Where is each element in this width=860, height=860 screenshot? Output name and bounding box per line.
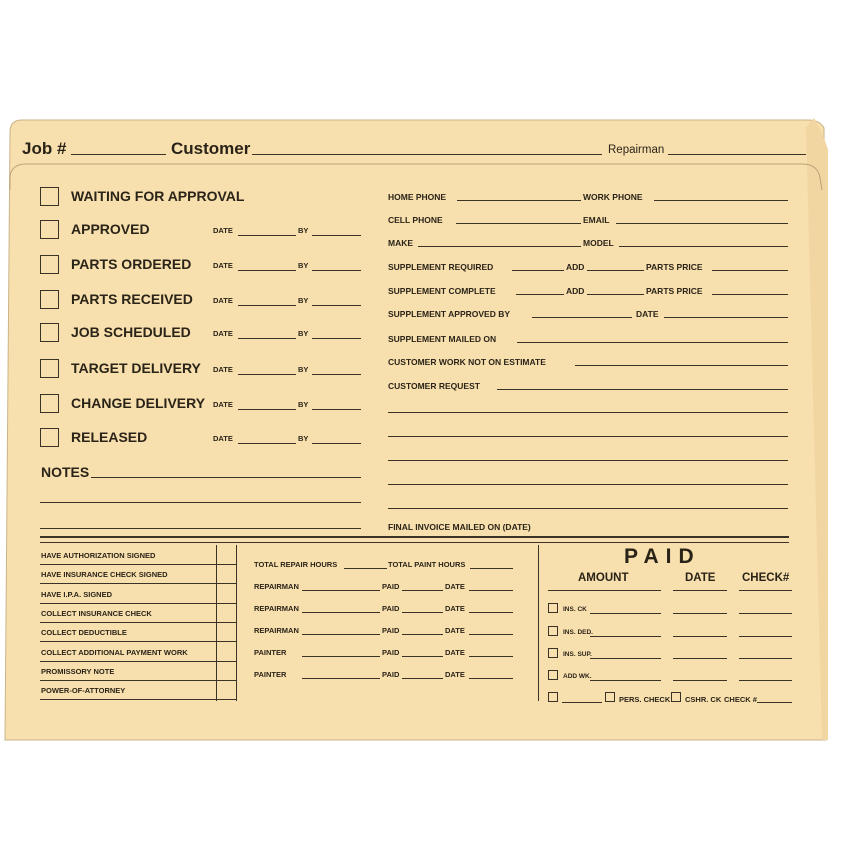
labor-date-label: DATE <box>445 582 465 591</box>
add-line[interactable] <box>587 270 644 271</box>
total-repair-hours-label: TOTAL REPAIR HOURS <box>254 560 338 569</box>
labor-paid-line[interactable] <box>402 656 443 657</box>
customer-request-line[interactable] <box>388 436 788 437</box>
checklist-row-line[interactable] <box>40 680 236 681</box>
status-by-label: BY <box>298 261 309 270</box>
paid-row-checkbox[interactable] <box>548 670 558 680</box>
paid-title: PAID <box>624 545 701 568</box>
supplement-approved-label: SUPPLEMENT APPROVED BY <box>388 309 511 319</box>
date-header-line <box>673 590 727 591</box>
status-date-line[interactable] <box>238 235 296 236</box>
labor-paid-label: PAID <box>382 604 400 613</box>
other-payment-line[interactable] <box>562 702 602 703</box>
section-divider <box>40 536 789 538</box>
model-label: MODEL <box>583 238 614 248</box>
paid-row-checkbox[interactable] <box>548 648 558 658</box>
check-number-line[interactable] <box>757 702 792 703</box>
paid-check-line[interactable] <box>739 613 792 614</box>
notes-line[interactable] <box>91 477 361 478</box>
cshr-ck-label: CSHR. CK <box>685 695 722 704</box>
work-phone-label: WORK PHONE <box>583 192 643 202</box>
checklist-item: COLLECT INSURANCE CHECK <box>41 608 152 618</box>
parts-price-label: PARTS PRICE <box>646 286 703 296</box>
section-divider <box>40 542 789 543</box>
labor-date-label: DATE <box>445 648 465 657</box>
labor-role-label: REPAIRMAN <box>254 626 299 635</box>
repairman-label: Repairman <box>608 144 665 156</box>
status-by-line[interactable] <box>312 235 361 236</box>
customer-request-line[interactable] <box>388 508 788 509</box>
status-date-line[interactable] <box>238 338 296 339</box>
status-checkbox[interactable] <box>40 290 59 309</box>
make-line[interactable] <box>418 246 581 247</box>
status-date-label: DATE <box>213 261 233 270</box>
status-label: APPROVED <box>71 221 150 237</box>
status-date-label: DATE <box>213 400 233 409</box>
supplement-complete-label: SUPPLEMENT COMPLETE <box>388 286 496 296</box>
cell-phone-line[interactable] <box>456 223 581 224</box>
work-not-on-estimate-line[interactable] <box>575 365 788 366</box>
customer-line[interactable] <box>252 154 602 155</box>
add-label: ADD <box>566 262 585 272</box>
checklist-item: POWER-OF-ATTORNEY <box>41 686 126 696</box>
checklist-divider <box>216 545 217 701</box>
checklist-row-line[interactable] <box>40 583 236 584</box>
paid-amount-line[interactable] <box>590 680 661 681</box>
check-header: CHECK# <box>742 572 790 584</box>
paid-row-checkbox[interactable] <box>548 603 558 613</box>
labor-paid-label: PAID <box>382 582 400 591</box>
labor-role-label: PAINTER <box>254 648 287 657</box>
labor-date-line[interactable] <box>469 656 513 657</box>
status-date-label: DATE <box>213 226 233 235</box>
home-phone-line[interactable] <box>457 200 581 201</box>
status-by-label: BY <box>298 434 309 443</box>
paid-check-line[interactable] <box>739 680 792 681</box>
paid-date-line[interactable] <box>673 680 727 681</box>
status-date-line[interactable] <box>238 374 296 375</box>
labor-role-label: REPAIRMAN <box>254 582 299 591</box>
supplement-mailed-label: SUPPLEMENT MAILED ON <box>388 334 497 344</box>
status-date-label: DATE <box>213 434 233 443</box>
labor-paid-line[interactable] <box>402 634 443 635</box>
paid-row-label: INS. DED. <box>563 629 593 636</box>
status-by-line[interactable] <box>312 409 361 410</box>
labor-name-line[interactable] <box>302 634 380 635</box>
other-payment-checkbox[interactable] <box>548 692 558 702</box>
status-label: CHANGE DELIVERY <box>71 395 206 411</box>
labor-name-line[interactable] <box>302 656 380 657</box>
cshr-ck-checkbox[interactable] <box>671 692 681 702</box>
status-date-label: DATE <box>213 296 233 305</box>
paid-check-line[interactable] <box>739 636 792 637</box>
status-checkbox[interactable] <box>40 428 59 447</box>
email-label: EMAIL <box>583 215 610 225</box>
paid-row-checkbox[interactable] <box>548 626 558 636</box>
labor-date-label: DATE <box>445 626 465 635</box>
status-checkbox[interactable] <box>40 323 59 342</box>
paid-date-line[interactable] <box>673 636 727 637</box>
parts-price-line[interactable] <box>712 270 788 271</box>
customer-request-line[interactable] <box>388 460 788 461</box>
total-paint-hours-line[interactable] <box>470 568 513 569</box>
status-by-line[interactable] <box>312 443 361 444</box>
status-checkbox[interactable] <box>40 220 59 239</box>
status-checkbox[interactable] <box>40 255 59 274</box>
date-line[interactable] <box>664 317 788 318</box>
paid-divider <box>538 545 539 701</box>
labor-date-label: DATE <box>445 604 465 613</box>
supplement-approved-line[interactable] <box>532 317 632 318</box>
status-checkbox[interactable] <box>40 187 59 206</box>
status-by-label: BY <box>298 400 309 409</box>
home-phone-label: HOME PHONE <box>388 192 447 202</box>
pers-check-checkbox[interactable] <box>605 692 615 702</box>
status-label: RELEASED <box>71 429 148 445</box>
paid-amount-line[interactable] <box>590 636 661 637</box>
model-line[interactable] <box>619 246 788 247</box>
checklist-item: HAVE I.P.A. SIGNED <box>41 589 112 599</box>
check-number-label: CHECK # <box>724 695 757 704</box>
status-by-line[interactable] <box>312 338 361 339</box>
status-date-line[interactable] <box>238 443 296 444</box>
notes-line[interactable] <box>40 528 361 529</box>
paid-check-line[interactable] <box>739 658 792 659</box>
notes-line[interactable] <box>40 502 361 503</box>
labor-name-line[interactable] <box>302 612 380 613</box>
labor-date-line[interactable] <box>469 678 513 679</box>
labor-paid-line[interactable] <box>402 612 443 613</box>
status-by-line[interactable] <box>312 270 361 271</box>
checklist-row-line[interactable] <box>40 661 236 662</box>
check-header-line <box>739 590 792 591</box>
labor-name-line[interactable] <box>302 678 380 679</box>
status-checkbox[interactable] <box>40 359 59 378</box>
paid-row-label: INS. SUP. <box>563 651 592 658</box>
status-label: TARGET DELIVERY <box>71 360 201 376</box>
parts-price-line[interactable] <box>712 294 788 295</box>
labor-date-line[interactable] <box>469 634 513 635</box>
checklist-item: COLLECT ADDITIONAL PAYMENT WORK <box>41 647 188 657</box>
supplement-mailed-line[interactable] <box>517 342 788 343</box>
checklist-item: PROMISSORY NOTE <box>41 666 115 676</box>
email-line[interactable] <box>616 223 788 224</box>
checklist-row-line[interactable] <box>40 564 236 565</box>
paid-amount-line[interactable] <box>590 658 661 659</box>
paid-row-label: ADD WK. <box>563 673 592 680</box>
amount-header-line <box>548 590 661 591</box>
checklist-divider <box>236 545 237 701</box>
pers-check-label: PERS. CHECK <box>619 695 671 704</box>
status-by-line[interactable] <box>312 305 361 306</box>
total-repair-hours-line[interactable] <box>344 568 387 569</box>
labor-paid-line[interactable] <box>402 590 443 591</box>
paid-date-line[interactable] <box>673 658 727 659</box>
status-by-line[interactable] <box>312 374 361 375</box>
labor-role-label: REPAIRMAN <box>254 604 299 613</box>
status-date-line[interactable] <box>238 409 296 410</box>
checklist-row-line[interactable] <box>40 641 236 642</box>
status-checkbox[interactable] <box>40 394 59 413</box>
checklist-item: COLLECT DEDUCTIBLE <box>41 628 127 638</box>
date-header: DATE <box>685 572 716 584</box>
status-by-label: BY <box>298 226 309 235</box>
checklist-row-line[interactable] <box>40 622 236 623</box>
customer-request-label: CUSTOMER REQUEST <box>388 381 480 391</box>
checklist-row-line[interactable] <box>40 603 236 604</box>
work-not-on-estimate-label: CUSTOMER WORK NOT ON ESTIMATE <box>388 357 546 367</box>
labor-date-label: DATE <box>445 670 465 679</box>
add-line[interactable] <box>587 294 644 295</box>
status-label: WAITING FOR APPROVAL <box>71 188 245 204</box>
labor-paid-label: PAID <box>382 626 400 635</box>
paid-row-label: INS. CK <box>563 606 587 613</box>
make-label: MAKE <box>388 238 414 248</box>
labor-name-line[interactable] <box>302 590 380 591</box>
status-label: PARTS ORDERED <box>71 256 192 272</box>
date-label: DATE <box>636 309 659 319</box>
notes-label: NOTES <box>41 464 90 480</box>
supplement-required-label: SUPPLEMENT REQUIRED <box>388 262 494 272</box>
status-label: JOB SCHEDULED <box>71 324 191 340</box>
customer-request-line[interactable] <box>388 412 788 413</box>
parts-price-label: PARTS PRICE <box>646 262 703 272</box>
status-date-line[interactable] <box>238 270 296 271</box>
work-phone-line[interactable] <box>654 200 788 201</box>
labor-paid-line[interactable] <box>402 678 443 679</box>
status-date-label: DATE <box>213 329 233 338</box>
labor-date-line[interactable] <box>469 612 513 613</box>
paid-amount-line[interactable] <box>590 613 661 614</box>
labor-date-line[interactable] <box>469 590 513 591</box>
customer-request-line[interactable] <box>388 484 788 485</box>
repairman-line[interactable] <box>668 154 806 155</box>
checklist-row-line[interactable] <box>40 699 236 700</box>
job-number-line[interactable] <box>71 154 166 155</box>
status-by-label: BY <box>298 365 309 374</box>
amount-header: AMOUNT <box>578 572 629 584</box>
status-date-line[interactable] <box>238 305 296 306</box>
checklist-item: HAVE INSURANCE CHECK SIGNED <box>41 570 168 580</box>
labor-paid-label: PAID <box>382 670 400 679</box>
total-paint-hours-label: TOTAL PAINT HOURS <box>388 560 466 569</box>
status-by-label: BY <box>298 329 309 338</box>
status-label: PARTS RECEIVED <box>71 291 193 307</box>
supplement-complete-line[interactable] <box>516 294 564 295</box>
supplement-required-line[interactable] <box>512 270 564 271</box>
labor-paid-label: PAID <box>382 648 400 657</box>
job-number-label: Job # <box>22 139 67 158</box>
customer-label: Customer <box>171 139 251 158</box>
add-label: ADD <box>566 286 585 296</box>
customer-request-line[interactable] <box>497 389 788 390</box>
paid-date-line[interactable] <box>673 613 727 614</box>
status-date-label: DATE <box>213 365 233 374</box>
checklist-item: HAVE AUTHORIZATION SIGNED <box>41 551 156 560</box>
status-by-label: BY <box>298 296 309 305</box>
cell-phone-label: CELL PHONE <box>388 215 443 225</box>
final-invoice-label: FINAL INVOICE MAILED ON (DATE) <box>388 522 531 532</box>
labor-role-label: PAINTER <box>254 670 287 679</box>
